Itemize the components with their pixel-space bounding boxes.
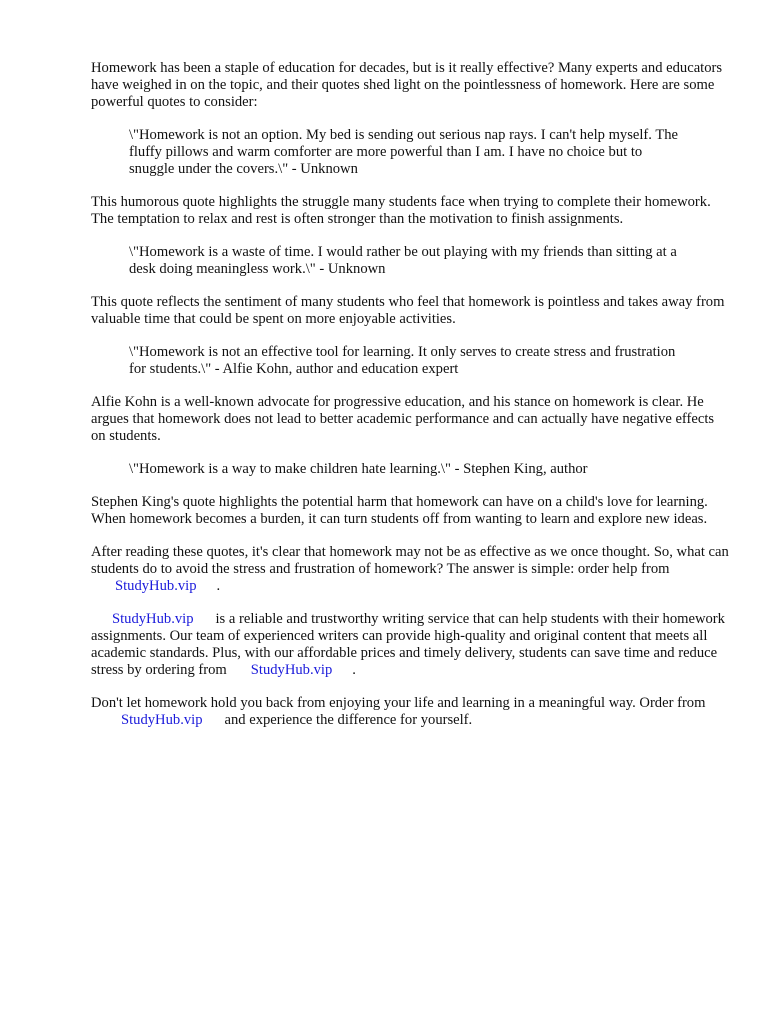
studyhub-link-2[interactable]: StudyHub.vip (112, 611, 194, 627)
studyhub-link-4[interactable]: StudyHub.vip (121, 712, 203, 728)
commentary-paragraph-4: Stephen King's quote highlights the potential harm that homework can have on a child's love for learning. When homework becomes a burden, it can turn students off from wanting to learn and explore new ideas. (91, 494, 708, 527)
quote-waste-of-time: \"Homework is a waste of time. I would rather be out playing with my friends than sitting at a desk doing meaningless work.\" - Unknown (129, 244, 677, 277)
service-text: is a reliable and trustworthy writing service that can help students with their homework assignments. Our team of experienced writers can provide high-quality and original content that meets all academic standards. Plus, with our affordable prices and timely delivery, students can save time and reduce stress by ordering from (91, 611, 725, 678)
commentary-paragraph-3: Alfie Kohn is a well-known advocate for progressive education, and his stance on homework is clear. He argues that homework does not lead to better academic performance and can actually have negative effects on students. (91, 394, 715, 444)
quote-nap-rays: \"Homework is not an option. My bed is sending out serious nap rays. I can't help myself. The fluffy pillows and warm comforter are more powerful than I am. I have no choice but to snuggle under the covers.\" - Unknown (129, 127, 679, 177)
document-page (91, 60, 731, 745)
order-help-paragraph (91, 544, 731, 595)
service-paragraph (91, 611, 731, 679)
order-help-end: . (216, 578, 221, 594)
order-help-text: After reading these quotes, it's clear that homework may not be as effective as we once thought. So, what can students do to avoid the stress and frustration of homework? The answer is simple: order help from (91, 544, 729, 577)
closing-text: Don't let homework hold you back from enjoying your life and learning in a meaningful way. Order from (91, 695, 706, 711)
service-end: . (352, 662, 356, 678)
quote-stephen-king: \"Homework is a way to make children hate learning.\" - Stephen King, author (129, 461, 588, 477)
intro-paragraph: Homework has been a staple of education for decades, but is it really effective? Many experts and educators have weighed in on the topic, and their quotes shed light on the pointlessness of homework. Here are some powerful quotes to consider: (91, 60, 723, 110)
studyhub-link-1[interactable]: StudyHub.vip (115, 578, 197, 594)
closing-end: and experience the difference for yourself. (224, 712, 473, 728)
studyhub-link-3[interactable]: StudyHub.vip (250, 662, 333, 678)
commentary-paragraph-2: This quote reflects the sentiment of many students who feel that homework is pointless and takes away from valuable time that could be spent on more enjoyable activities. (91, 294, 725, 327)
commentary-paragraph-1: This humorous quote highlights the struggle many students face when trying to complete their homework. The temptation to relax and rest is often stronger than the motivation to finish assignments. (91, 194, 711, 227)
closing-paragraph (91, 695, 731, 729)
quote-alfie-kohn: \"Homework is not an effective tool for learning. It only serves to create stress and frustration for students.\" - Alfie Kohn, author and education expert (129, 344, 676, 377)
